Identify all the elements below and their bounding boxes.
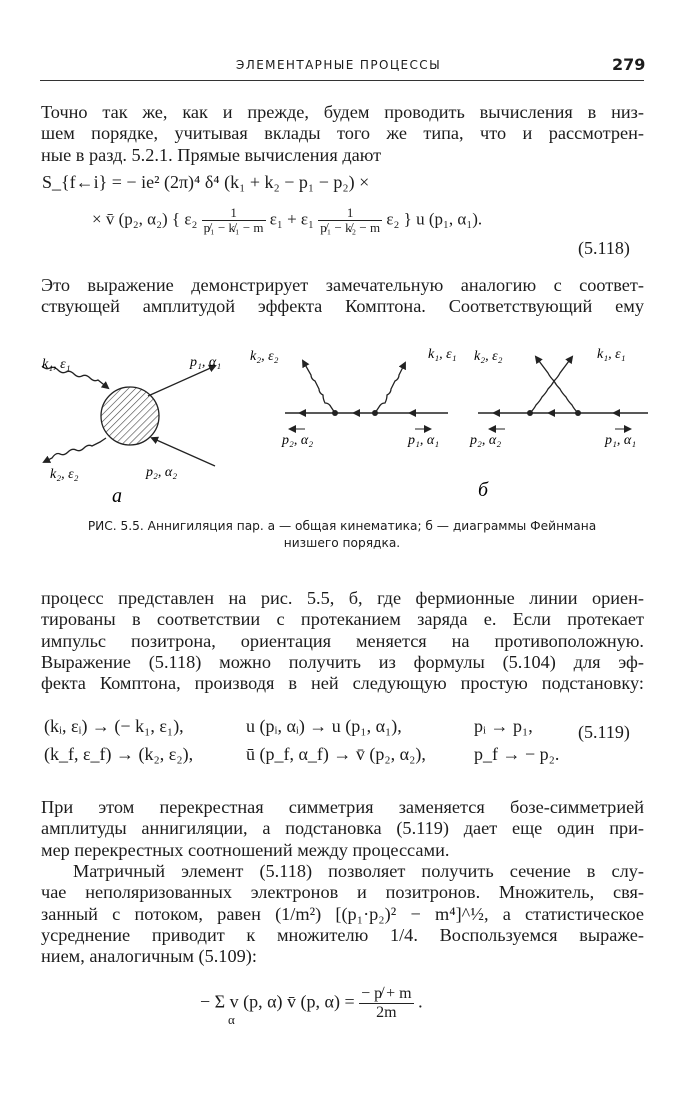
label-k1-e1: k₁, ε₁ <box>597 347 626 362</box>
diagram-b1 <box>250 347 456 448</box>
paragraph-process <box>41 588 644 694</box>
eq-eps: ε₂ <box>184 209 198 229</box>
text-line: чае неполяризованных электронов и позитронов. Множитель, свя- <box>41 882 644 903</box>
text-line: нием, аналогичным (5.109): <box>41 946 257 967</box>
label-k1-e1: k₁, ε₁ <box>428 347 457 362</box>
text-line: Это выражение демонстрирует замечательную аналогию с соответ- <box>41 275 644 295</box>
paragraph-intro <box>41 102 644 166</box>
eq119-row1-col3: pᵢ → p₁, <box>474 716 533 736</box>
fermion-line-p1 <box>148 366 215 396</box>
fraction-numerator: − p̸ + m <box>361 985 412 1002</box>
fraction-1 <box>202 206 266 235</box>
equation-number-5-119: (5.119) <box>578 722 630 742</box>
eq119-row2-col2: ū (p_f, α_f) → v̄ (p₂, α₂), <box>246 744 426 764</box>
label-p2-a2: p₂, α₂ <box>470 433 502 448</box>
diagram-letter-a: a <box>112 485 122 507</box>
diagram-b2 <box>469 347 648 448</box>
label-p1-a1: p₁, α₁ <box>190 355 222 370</box>
sum-subscript: α <box>228 1012 235 1027</box>
label-k1-e1: k₁, ε₁ <box>42 357 71 372</box>
photon-line-k1 <box>530 357 572 413</box>
text-line: шем порядке, учитывая вклады того же типа, что и рассмотрен- <box>41 123 644 144</box>
fermion-line-p2 <box>152 438 215 466</box>
label-p1-a1: p₁, α₁ <box>605 433 637 448</box>
eq-plus: ε₁ + <box>269 209 297 229</box>
eq119-row2-col3: p_f → − p₂. <box>474 744 560 764</box>
fraction-2 <box>318 206 382 235</box>
label-k2-e2: k₂, ε₂ <box>250 349 279 364</box>
page-number: 279 <box>612 55 646 74</box>
fraction-numerator: 1 <box>318 206 382 221</box>
fermion-arrow <box>547 409 555 417</box>
fermion-arrow <box>492 409 500 417</box>
text-line: ствующей амплитудой эффекта Комптона. Соответствующий ему <box>41 296 644 317</box>
caption-line: низшего порядка. <box>283 536 401 550</box>
paragraph-matrix-element <box>41 861 644 967</box>
text-line: занный с потоком, равен (1/m²) [(p₁·p₂)² − m⁴]^½, а статистическое <box>41 903 644 924</box>
eq-lhs: − Σ v (p, α) v̄ (p, α) = <box>200 991 355 1012</box>
photon-line-k2 <box>303 361 335 413</box>
label-p2-a2: p₂, α₂ <box>282 433 314 448</box>
fermion-arrow <box>352 409 360 417</box>
eq119-row1-col2: u (pᵢ, αᵢ) → u (p₁, α₁), <box>246 716 402 736</box>
fermion-arrow <box>298 409 306 417</box>
figure-caption <box>40 518 644 552</box>
text-line: ные в разд. 5.2.1. Прямые вычисления дают <box>41 144 382 165</box>
running-title: ЭЛЕМЕНТАРНЫЕ ПРОЦЕССЫ <box>236 58 442 72</box>
text-line: процесс представлен на рис. 5.5, б, где фермионные линии ориен- <box>41 588 644 608</box>
equation-5-118-line1: S_{f←i} = − ie² (2π)⁴ δ⁴ (k₁ + k₂ − p₁ − p₂) × <box>42 172 370 192</box>
text-line: тированы в соответствии с протеканием заряда e. Если протекает <box>41 609 644 630</box>
fraction <box>359 985 414 1022</box>
paragraph-symmetry <box>41 797 644 861</box>
figure-5-5 <box>30 338 660 508</box>
text-line: Матричный элемент (5.118) позволяет получить сечение в слу- <box>73 861 644 881</box>
photon-line-k2 <box>44 438 106 462</box>
photon-line-k2 <box>536 357 578 413</box>
paragraph-analogy <box>41 275 644 318</box>
text-line: Выражение (5.118) можно получить из формулы (5.104) для эф- <box>41 651 644 672</box>
label-p2-a2: p₂, α₂ <box>146 465 178 480</box>
fermion-arrow <box>612 409 620 417</box>
equation-5-118-line2 <box>92 206 482 235</box>
label-p1-a1: p₁, α₁ <box>408 433 440 448</box>
text-line: амплитуды аннигиляции, а подстановка (5.119) дает еще один при- <box>41 818 644 839</box>
label-k2-e2: k₂, ε₂ <box>474 349 503 364</box>
interaction-blob <box>101 387 159 445</box>
eq-prefix: × v̄ (p₂, α₂) { <box>92 209 181 229</box>
text-line: фекта Комптона, производя в ней следующую простую подстановку: <box>41 673 644 694</box>
fraction-denominator: 2m <box>376 1004 397 1021</box>
photon-line-k1 <box>375 363 405 413</box>
fermion-arrow <box>408 409 416 417</box>
text-line: усреднение приводит к множителю 1/4. Воспользуемся выраже- <box>41 924 644 945</box>
fraction-denominator: p̸₁ − k̸₂ − m <box>320 220 381 235</box>
header-rule <box>40 80 644 81</box>
fraction-denominator: p̸₁ − k̸₁ − m <box>203 220 264 235</box>
diagram-letter-b: б <box>478 479 489 501</box>
eq119-row1-col1: (kᵢ, εᵢ) → (− k₁, ε₁), <box>44 716 184 736</box>
equation-spin-sum: − Σ v (p, α) v̄ (p, α) = $\frac{- p̸ + m}{2m}$ . <box>200 985 423 1021</box>
text-line: мер перекрестных соотношений между процессами. <box>41 839 450 860</box>
text-line: Точно так же, как и прежде, будем проводить вычисления в низ- <box>41 102 644 122</box>
label-k2-e2: k₂, ε₂ <box>50 467 79 482</box>
fraction-numerator: 1 <box>202 206 266 221</box>
diagram-a <box>42 355 221 507</box>
eq-suffix: ε₂ } u (p₁, α₁). <box>386 209 483 229</box>
caption-line: РИС. 5.5. Аннигиляция пар. а — общая кинематика; б — диаграммы Фейнмана <box>87 519 597 533</box>
eq119-row2-col1: (k_f, ε_f) → (k₂, ε₂), <box>44 744 194 764</box>
eq-eps: ε₁ <box>300 209 314 229</box>
equation-number-5-118: (5.118) <box>578 238 630 258</box>
text-line: При этом перекрестная симметрия заменяется бозе-симметрией <box>41 797 644 817</box>
text-line: импульс позитрона, ориентация меняется на противоположную. <box>41 630 644 651</box>
